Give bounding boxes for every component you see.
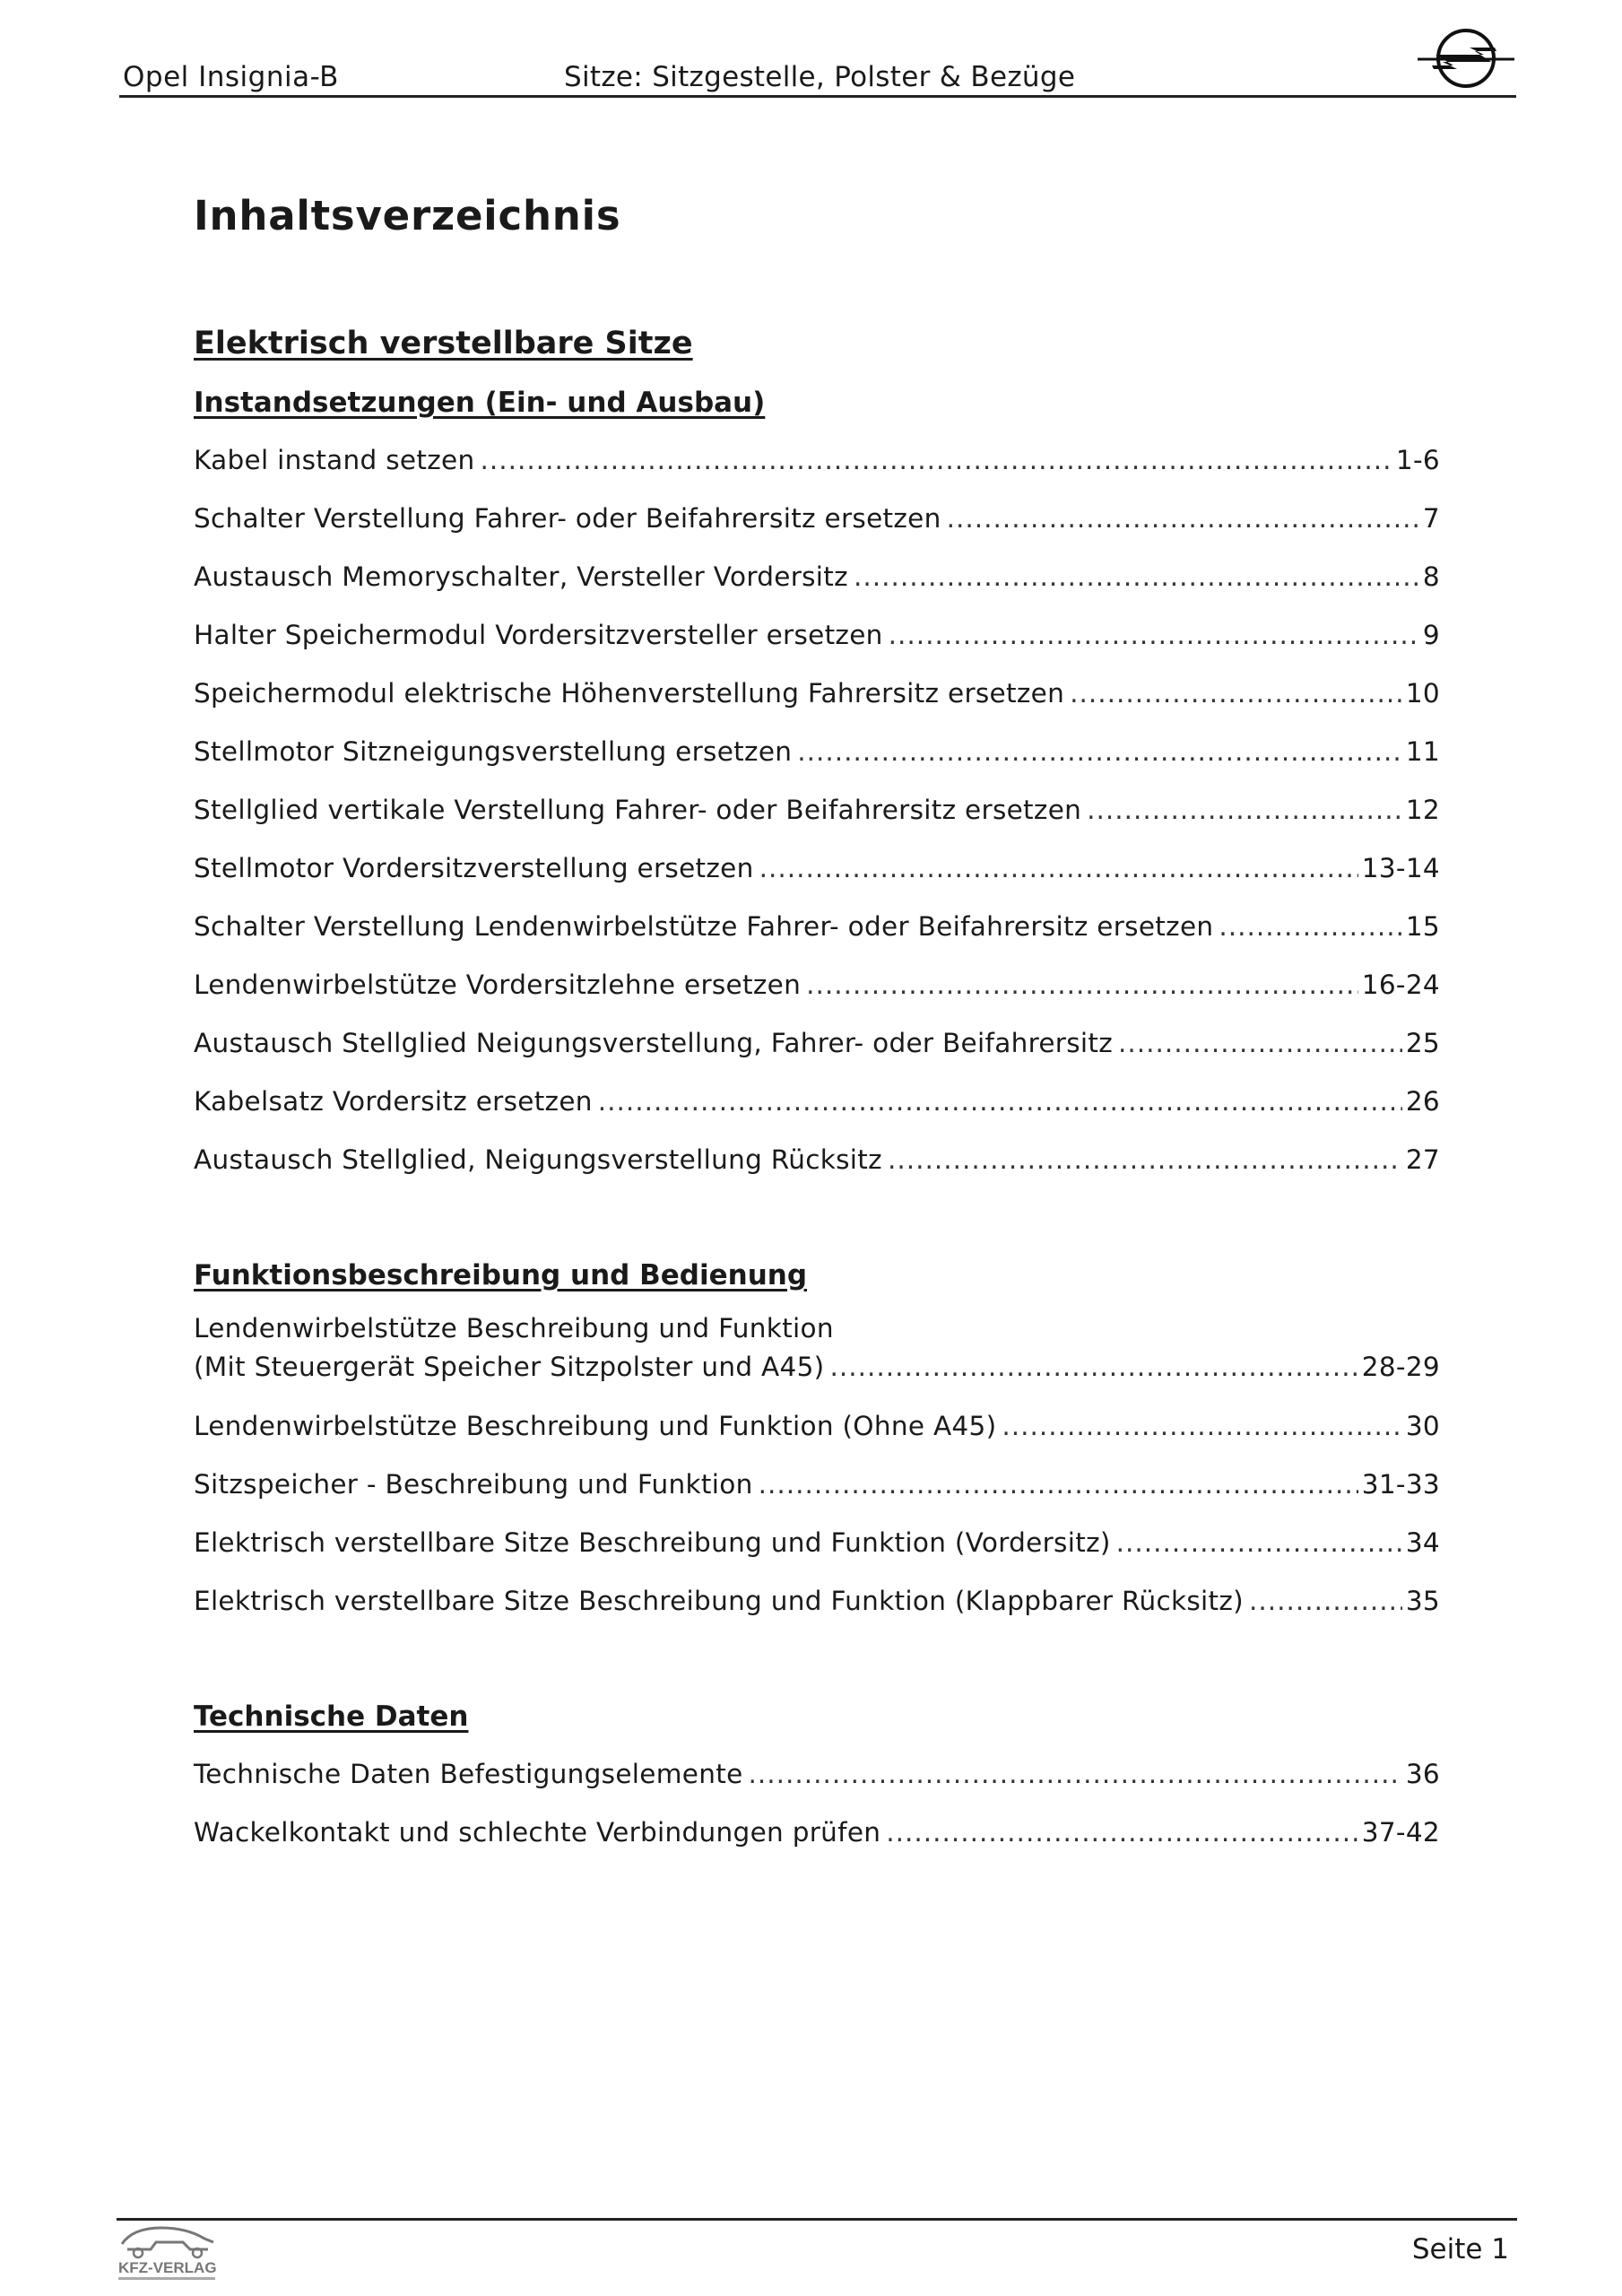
toc-entry-page: 31-33 <box>1361 1469 1440 1500</box>
toc-entry-label: Austausch Stellglied Neigungsverstellung, Fahrer- oder Beifahrersitz <box>194 1028 1114 1058</box>
toc-entry-label: Elektrisch verstellbare Sitze Beschreibung und Funktion (Klappbarer Rücksitz) <box>194 1586 1244 1616</box>
toc-leader-dots <box>1219 905 1401 948</box>
toc-leader-dots <box>1087 788 1402 831</box>
toc-entry-label: Lendenwirbelstütze Beschreibung und Funktion (Ohne A45) <box>194 1411 997 1441</box>
toc-entry-label: Sitzspeicher - Beschreibung und Funktion <box>194 1469 753 1500</box>
toc-leader-dots <box>1070 672 1402 715</box>
toc-entry[interactable] <box>194 497 1440 555</box>
toc-section-funktion <box>194 1254 1440 1638</box>
page-header <box>119 54 1516 98</box>
toc-leader-dots <box>889 613 1419 657</box>
toc-entry-label: Elektrisch verstellbare Sitze Beschreibung und Funktion (Vordersitz) <box>194 1527 1111 1558</box>
toc-leader-dots <box>759 847 1358 890</box>
toc-entry-page: 7 <box>1422 503 1440 534</box>
toc-leader-dots <box>1249 1579 1402 1622</box>
toc-entry-page: 13-14 <box>1361 853 1440 883</box>
toc-entry-page: 35 <box>1405 1586 1440 1616</box>
toc-entry-label: Kabel instand setzen <box>194 445 475 475</box>
section-title: Funktionsbeschreibung und Bedienung <box>194 1259 808 1292</box>
toc-entry-page: 25 <box>1405 1028 1440 1058</box>
toc-section-elektrisch <box>194 322 1440 1196</box>
toc-entry[interactable] <box>194 1811 1440 1869</box>
toc-leader-dots <box>806 963 1358 1006</box>
toc-entry[interactable] <box>194 788 1440 847</box>
toc-entry-page: 26 <box>1405 1086 1440 1117</box>
toc-entry-page: 11 <box>1405 736 1440 767</box>
toc-entry-label: Schalter Verstellung Fahrer- oder Beifahrersitz ersetzen <box>194 503 941 534</box>
toc-entry[interactable] <box>194 1579 1440 1638</box>
toc-leader-dots <box>886 1811 1357 1854</box>
toc-leader-dots <box>1118 1022 1402 1065</box>
toc-entry[interactable] <box>194 672 1440 730</box>
toc-entry[interactable] <box>194 1752 1440 1811</box>
toc-entry-page: 34 <box>1405 1527 1440 1558</box>
toc-leader-dots <box>888 1138 1402 1181</box>
toc-section-technik <box>194 1695 1440 1869</box>
toc-entry[interactable] <box>194 905 1440 963</box>
toc-leader-dots <box>1002 1405 1401 1448</box>
toc-entry-page: 9 <box>1422 620 1440 650</box>
toc-entry-label: Wackelkontakt und schlechte Verbindungen prüfen <box>194 1817 881 1848</box>
toc-leader-dots <box>480 439 1392 482</box>
toc-entry-label: Halter Speichermodul Vordersitzversteller ersetzen <box>194 620 883 650</box>
subsection-title: Instandsetzungen (Ein- und Ausbau) <box>194 387 766 419</box>
toc-entry[interactable] <box>194 730 1440 788</box>
toc-leader-dots <box>947 497 1419 540</box>
toc-entry[interactable] <box>194 1022 1440 1080</box>
toc-leader-dots <box>797 730 1402 773</box>
toc-entry-label: (Mit Steuergerät Speicher Sitzpolster und A45) <box>194 1352 825 1382</box>
section-title: Technische Daten <box>194 1700 469 1733</box>
toc-entry-page: 10 <box>1405 678 1440 709</box>
toc-entry-page: 36 <box>1405 1759 1440 1789</box>
toc-entry[interactable] <box>194 555 1440 613</box>
toc-entry-label: Austausch Stellglied, Neigungsverstellung Rücksitz <box>194 1144 882 1175</box>
footer-divider <box>117 2218 1517 2221</box>
toc-leader-dots <box>598 1080 1402 1123</box>
toc-entry-label: Austausch Memoryschalter, Versteller Vordersitz <box>194 561 848 592</box>
toc-entry-page: 37-42 <box>1361 1817 1440 1848</box>
kfz-verlag-logo-icon <box>115 2222 222 2285</box>
toc-entry[interactable] <box>194 613 1440 672</box>
toc-entry-label: Schalter Verstellung Lendenwirbelstütze Fahrer- oder Beifahrersitz ersetzen <box>194 911 1214 942</box>
toc-entry[interactable] <box>194 1311 1440 1405</box>
toc-leader-dots <box>759 1463 1358 1506</box>
toc-entry[interactable] <box>194 847 1440 905</box>
toc-entry-label: Lendenwirbelstütze Vordersitzlehne ersetzen <box>194 970 802 1000</box>
toc <box>194 322 1440 1869</box>
toc-entry-label: Stellmotor Vordersitzverstellung ersetzen <box>194 853 754 883</box>
header-model: Opel Insignia-B <box>123 61 339 93</box>
toc-entry[interactable] <box>194 963 1440 1022</box>
toc-entry[interactable] <box>194 1138 1440 1196</box>
footer-logo-text: KFZ-VERLAG <box>118 2259 217 2276</box>
page-number: Seite 1 <box>1411 2233 1509 2266</box>
toc-entry-page: 16-24 <box>1361 970 1440 1000</box>
toc-entry[interactable] <box>194 1521 1440 1579</box>
toc-entry-page: 1-6 <box>1395 445 1440 475</box>
toc-entry[interactable] <box>194 1080 1440 1138</box>
toc-entry-page: 15 <box>1405 911 1440 942</box>
toc-entry[interactable] <box>194 1405 1440 1463</box>
opel-logo-icon <box>1416 24 1516 92</box>
toc-leader-dots <box>829 1345 1357 1388</box>
toc-leader-dots <box>749 1752 1402 1796</box>
toc-entry-label: Technische Daten Befestigungselemente <box>194 1759 743 1789</box>
toc-entry-page: 27 <box>1405 1144 1440 1175</box>
section-title: Elektrisch verstellbare Sitze <box>194 326 693 361</box>
toc-entry-page: 12 <box>1405 795 1440 825</box>
toc-entry-page: 8 <box>1422 561 1440 592</box>
toc-entry[interactable] <box>194 439 1440 497</box>
toc-leader-dots <box>854 555 1419 598</box>
page-title: Inhaltsverzeichnis <box>194 192 621 239</box>
toc-entry-label: Kabelsatz Vordersitz ersetzen <box>194 1086 593 1117</box>
toc-entry[interactable] <box>194 1463 1440 1521</box>
header-chapter: Sitze: Sitzgestelle, Polster & Bezüge <box>564 61 1076 93</box>
toc-entry-page: 28-29 <box>1361 1352 1440 1382</box>
toc-entry-label: Stellmotor Sitzneigungsverstellung ersetzen <box>194 736 793 767</box>
toc-entry-label-line1: Lendenwirbelstütze Beschreibung und Funktion <box>194 1313 834 1344</box>
toc-entry-label: Speichermodul elektrische Höhenverstellung Fahrersitz ersetzen <box>194 678 1065 709</box>
toc-leader-dots <box>1116 1521 1402 1564</box>
toc-entry-label: Stellglied vertikale Verstellung Fahrer- oder Beifahrersitz ersetzen <box>194 795 1082 825</box>
toc-entry-page: 30 <box>1405 1411 1440 1441</box>
